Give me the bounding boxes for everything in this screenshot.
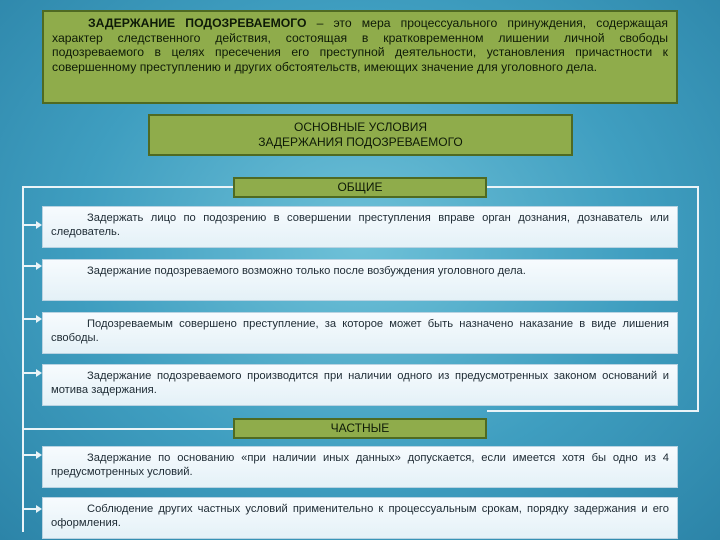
general-item <box>42 364 678 406</box>
connector-right-outer <box>697 186 699 412</box>
private-item <box>42 446 678 488</box>
general-label: ОБЩИЕ <box>337 180 383 194</box>
connector-tick <box>22 318 36 320</box>
connector-tick <box>22 372 36 374</box>
general-item <box>42 259 678 301</box>
general-item <box>42 312 678 354</box>
connector-tick <box>22 508 36 510</box>
definition-term: ЗАДЕРЖАНИЕ ПОДОЗРЕВАЕМОГО <box>88 16 307 30</box>
private-item-text: Соблюдение других частных условий применительно к процессуальным срокам, порядку задержания и его оформления. <box>51 503 669 530</box>
private-item-text: Задержание по основанию «при наличии иных данных» допускается, если имеется хотя бы одно из 4 предусмотренных условий. <box>51 452 669 479</box>
general-item-text: Задержание подозреваемого возможно только после возбуждения уголовного дела. <box>87 265 526 277</box>
definition-text: – это мера процессуального принуждения, содержащая характер следственного действия, состоящая в кратковременном лишении личной свободы подозреваемого в целях пресечения его преступной деятельности, установления причастности к совершенному преступлению и других обстоятельств, имеющих значение для уголовного дела. <box>52 16 668 74</box>
connector-right-top <box>487 186 699 188</box>
connector-tick <box>22 224 36 226</box>
general-item-text: Задержать лицо по подозрению в совершении преступления вправе орган дознания, дознаватель или следователь. <box>51 212 669 239</box>
main-title-line1: ОСНОВНЫЕ УСЛОВИЯ <box>293 120 428 134</box>
connector-tick <box>22 454 36 456</box>
general-label-box <box>233 177 487 198</box>
connector-tick <box>22 265 36 267</box>
connector-left-outer <box>22 186 24 532</box>
general-item-text: Задержание подозреваемого производится при наличии одного из предусмотренных законом оснований и мотива задержания. <box>51 370 669 397</box>
private-label: ЧАСТНЫЕ <box>330 421 390 435</box>
connector-right-bottom <box>487 410 699 412</box>
general-item <box>42 206 678 248</box>
connector-left-top <box>22 186 233 188</box>
general-item-text: Подозреваемым совершено преступление, за которое может быть назначено наказание в виде лишения свободы. <box>51 318 669 345</box>
main-title-line2: ЗАДЕРЖАНИЯ ПОДОЗРЕВАЕМОГО <box>258 135 463 149</box>
main-conditions-box <box>148 114 573 156</box>
connector-private-left <box>22 428 233 430</box>
private-label-box <box>233 418 487 439</box>
definition-box <box>42 10 678 104</box>
private-item <box>42 497 678 539</box>
